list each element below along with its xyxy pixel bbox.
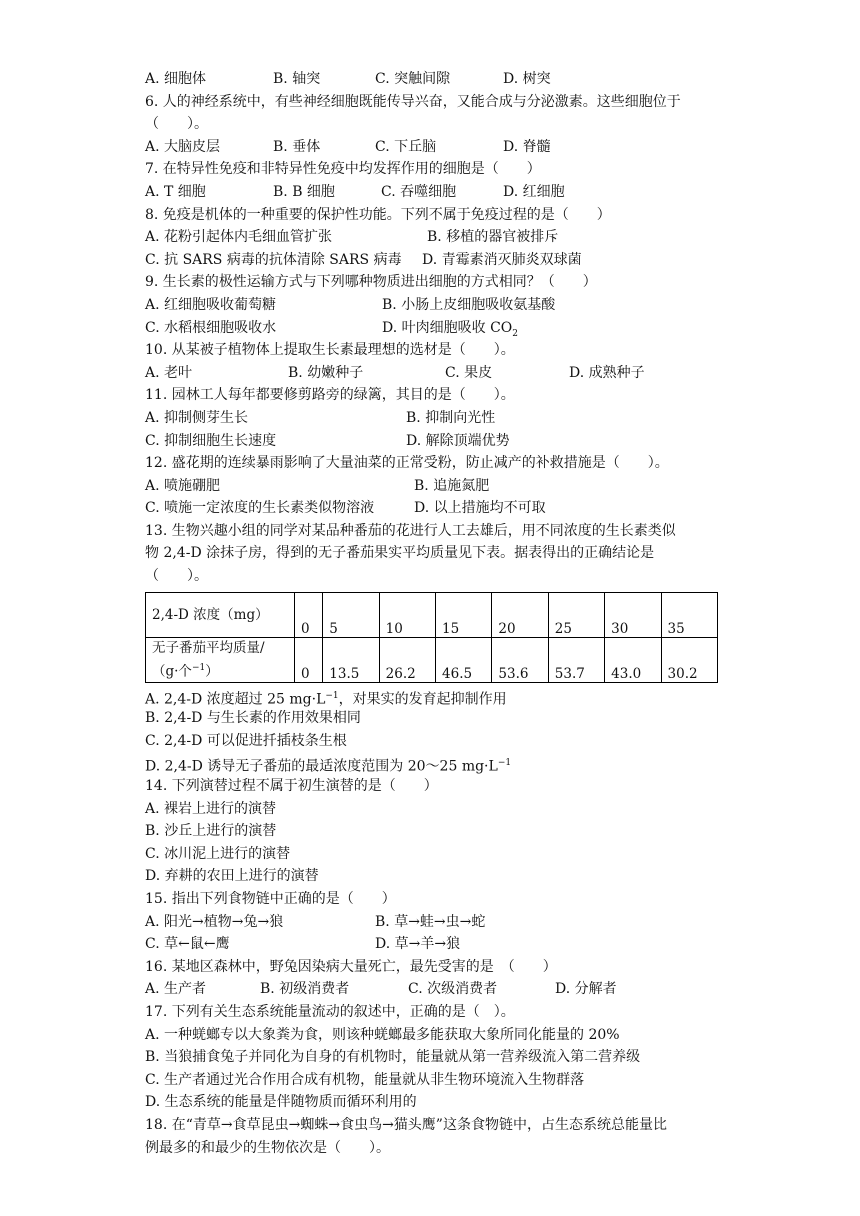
q17-option-c[interactable]: C. 生产者通过光合作用合成有机物，能量就从非生物环境流入生物群落 bbox=[145, 1071, 585, 1088]
q13-option-a-post: ，对果实的发育起抑制作用 bbox=[338, 691, 507, 708]
q16-option-a[interactable]: A. 生产者 bbox=[145, 981, 207, 998]
q10-option-d[interactable]: D. 成熟种子 bbox=[569, 364, 645, 381]
q12-stem: 12. 盛花期的连续暴雨影响了大量油菜的正常受粉，防止减产的补救措施是（ ）。 bbox=[145, 455, 669, 472]
table-row bbox=[146, 592, 718, 637]
q9-option-c[interactable]: C. 水稻根细胞吸收水 bbox=[145, 319, 277, 336]
q12-option-b[interactable]: B. 追施氮肥 bbox=[414, 477, 490, 494]
q17-option-d[interactable]: D. 生态系统的能量是伴随物质而循环利用的 bbox=[145, 1094, 417, 1111]
q14-stem: 14. 下列演替过程不属于初生演替的是（ ） bbox=[145, 778, 438, 795]
q10-options bbox=[145, 362, 720, 385]
q8-options-row1 bbox=[145, 226, 720, 249]
table-cell: 10 bbox=[379, 592, 435, 637]
q16-options bbox=[145, 978, 720, 1001]
table-header-mass-sup: −1 bbox=[191, 662, 206, 673]
q7-options bbox=[145, 181, 720, 204]
q17-option-b[interactable]: B. 当狼捕食兔子并同化为自身的有机物时，能量就从第一营养级流入第二营养级 bbox=[145, 1049, 641, 1066]
exam-page bbox=[145, 68, 720, 1159]
q6-option-d[interactable]: D. 脊髓 bbox=[503, 138, 551, 155]
table-cell: 46.5 bbox=[436, 637, 492, 682]
q5-option-b[interactable]: B. 轴突 bbox=[273, 71, 321, 87]
table-row bbox=[146, 637, 718, 682]
table-header-mass bbox=[146, 637, 295, 682]
table-cell: 43.0 bbox=[605, 637, 661, 682]
q11-option-d[interactable]: D. 解除顶端优势 bbox=[406, 432, 510, 449]
q8-option-d[interactable]: D. 青霉素消灭肺炎双球菌 bbox=[422, 251, 582, 268]
q11-stem: 11. 园林工人每年都要修剪路旁的绿篱，其目的是（ ）。 bbox=[145, 387, 515, 404]
q8-option-b[interactable]: B. 移植的器官被排斥 bbox=[427, 229, 559, 246]
q13-stem-cont: 物 2,4-D 涂抹子房，得到的无子番茄果实平均质量见下表。据表得出的正确结论是 bbox=[145, 545, 655, 562]
table-cell: 53.7 bbox=[548, 637, 604, 682]
table-cell: 30.2 bbox=[661, 637, 717, 682]
q5-options bbox=[145, 68, 720, 91]
q11-option-b[interactable]: B. 抑制向光性 bbox=[406, 409, 496, 426]
q11-options-row1 bbox=[145, 407, 720, 430]
q8-stem: 8. 免疫是机体的一种重要的保护性功能。下列不属于免疫过程的是（ ） bbox=[145, 206, 611, 223]
table-header-mass-unit: （g·个 bbox=[152, 663, 192, 680]
table-cell: 26.2 bbox=[379, 637, 435, 682]
q15-option-c[interactable]: C. 草←鼠←鹰 bbox=[145, 936, 230, 953]
q6-stem: 6. 人的神经系统中，有些神经细胞既能传导兴奋，又能合成与分泌激素。这些细胞位于 bbox=[145, 93, 681, 110]
table-cell: 0 bbox=[295, 592, 323, 637]
q12-options-row1 bbox=[145, 475, 720, 498]
q5-option-d[interactable]: D. 树突 bbox=[503, 71, 551, 87]
q10-stem: 10. 从某被子植物体上提取生长素最理想的选材是（ ）。 bbox=[145, 342, 515, 359]
q17-stem: 17. 下列有关生态系统能量流动的叙述中，正确的是（ ）。 bbox=[145, 1003, 515, 1020]
table-cell: 53.6 bbox=[492, 637, 548, 682]
q6-option-c[interactable]: C. 下丘脑 bbox=[375, 138, 437, 155]
q18-stem-cont: 例最多的和最少的生物依次是（ ）。 bbox=[145, 1139, 390, 1156]
table-cell: 20 bbox=[492, 592, 548, 637]
co2-subscript: 2 bbox=[512, 328, 518, 339]
table-header-mass-line2 bbox=[152, 658, 288, 682]
q16-option-c[interactable]: C. 次级消费者 bbox=[408, 981, 498, 998]
table-cell: 5 bbox=[323, 592, 379, 637]
q7-option-a[interactable]: A. T 细胞 bbox=[145, 183, 206, 200]
q12-options-row2 bbox=[145, 497, 720, 520]
q13-data-table bbox=[145, 592, 718, 683]
q13-option-a[interactable] bbox=[145, 685, 720, 708]
table-cell: 0 bbox=[295, 637, 323, 682]
q18-stem: 18. 在“青草→食草昆虫→蜘蛛→食虫鸟→猫头鹰”这条食物链中，占生态系统总能量比 bbox=[145, 1116, 667, 1133]
q10-option-b[interactable]: B. 幼嫩种子 bbox=[288, 364, 364, 381]
q15-stem: 15. 指出下列食物链中正确的是（ ） bbox=[145, 891, 396, 907]
q9-options-row2 bbox=[145, 317, 720, 340]
q11-option-c[interactable]: C. 抑制细胞生长速度 bbox=[145, 432, 277, 449]
table-header-concentration: 2,4-D 浓度（mg） bbox=[146, 592, 295, 637]
q5-option-c[interactable]: C. 突触间隙 bbox=[375, 71, 451, 87]
q13-option-c[interactable]: C. 2,4-D 可以促进扦插枝条生根 bbox=[145, 732, 347, 749]
q13-stem-cont2: （ ）。 bbox=[145, 568, 208, 585]
q7-option-b[interactable]: B. B 细胞 bbox=[273, 183, 335, 200]
table-cell: 30 bbox=[605, 592, 661, 637]
q15-option-d[interactable]: D. 草→羊→狼 bbox=[375, 936, 461, 953]
q9-options-row1 bbox=[145, 294, 720, 317]
q12-option-c[interactable]: C. 喷施一定浓度的生长素类似物溶液 bbox=[145, 500, 375, 517]
q12-option-d[interactable]: D. 以上措施均不可取 bbox=[414, 500, 546, 517]
q13-option-a-pre: A. 2,4-D 浓度超过 25 mg·L bbox=[145, 691, 326, 708]
q16-option-b[interactable]: B. 初级消费者 bbox=[260, 981, 350, 998]
q11-option-a[interactable]: A. 抑制侧芽生长 bbox=[145, 409, 249, 426]
q14-option-d[interactable]: D. 弃耕的农田上进行的演替 bbox=[145, 868, 319, 885]
q6-stem-cont: （ ）。 bbox=[145, 116, 208, 133]
q15-option-a[interactable]: A. 阳光→植物→兔→狼 bbox=[145, 913, 284, 930]
q9-option-b[interactable]: B. 小肠上皮细胞吸收氨基酸 bbox=[382, 296, 556, 313]
q11-options-row2 bbox=[145, 430, 720, 453]
q15-options-row2 bbox=[145, 933, 720, 956]
q5-option-a[interactable]: A. 细胞体 bbox=[145, 71, 207, 87]
q7-stem: 7. 在特异性免疫和非特异性免疫中均发挥作用的细胞是（ ） bbox=[145, 161, 541, 178]
q9-stem: 9. 生长素的极性运输方式与下列哪种物质进出细胞的方式相同？（ ） bbox=[145, 274, 597, 291]
q10-option-c[interactable]: C. 果皮 bbox=[445, 364, 493, 381]
q8-option-a[interactable]: A. 花粉引起体内毛细血管扩张 bbox=[145, 229, 333, 246]
q14-option-b[interactable]: B. 沙丘上进行的演替 bbox=[145, 823, 277, 840]
table-cell: 15 bbox=[436, 592, 492, 637]
q6-option-a[interactable]: A. 大脑皮层 bbox=[145, 138, 221, 155]
q13-option-d-pre: D. 2,4-D 诱导无子番茄的最适浓度范围为 20～25 mg·L bbox=[145, 759, 498, 776]
q13-option-d[interactable] bbox=[145, 752, 720, 775]
q13-option-a-sup: −1 bbox=[325, 690, 339, 701]
q8-option-c[interactable]: C. 抗 SARS 病毒的抗体清除 SARS 病毒 bbox=[145, 251, 402, 268]
table-header-mass-close: ） bbox=[205, 663, 219, 680]
q7-option-d[interactable]: D. 红细胞 bbox=[503, 183, 565, 200]
q6-options bbox=[145, 136, 720, 159]
q16-stem: 16. 某地区森林中，野兔因染病大量死亡，最先受害的是 （ ） bbox=[145, 958, 557, 975]
q9-option-d-text: D. 叶肉细胞吸收 CO bbox=[382, 319, 513, 336]
q8-options-row2 bbox=[145, 249, 720, 272]
q6-option-b[interactable]: B. 垂体 bbox=[273, 138, 321, 155]
q12-option-a[interactable]: A. 喷施硼肥 bbox=[145, 477, 221, 494]
table-cell: 13.5 bbox=[323, 637, 379, 682]
q14-option-c[interactable]: C. 冰川泥上进行的演替 bbox=[145, 845, 291, 862]
q15-options-row1 bbox=[145, 911, 720, 934]
q10-option-a[interactable]: A. 老叶 bbox=[145, 364, 193, 381]
table-cell: 35 bbox=[661, 592, 717, 637]
q17-option-a[interactable]: A. 一种蜣螂专以大象粪为食，则该种蜣螂最多能获取大象所同化能量的 20% bbox=[145, 1026, 620, 1043]
q13-option-d-sup: −1 bbox=[497, 758, 512, 769]
q13-stem: 13. 生物兴趣小组的同学对某品种番茄的花进行人工去雄后，用不同浓度的生长素类似 bbox=[145, 522, 676, 539]
q15-option-b[interactable]: B. 草→蛙→虫→蛇 bbox=[375, 913, 486, 930]
q14-option-a[interactable]: A. 裸岩上进行的演替 bbox=[145, 800, 277, 817]
q9-option-a[interactable]: A. 红细胞吸收葡萄糖 bbox=[145, 296, 277, 313]
table-header-mass-line1: 无子番茄平均质量/ bbox=[152, 639, 265, 656]
q7-option-c[interactable]: C. 吞噬细胞 bbox=[381, 183, 457, 200]
table-cell: 25 bbox=[548, 592, 604, 637]
q13-option-b[interactable]: B. 2,4-D 与生长素的作用效果相同 bbox=[145, 710, 361, 727]
q16-option-d[interactable]: D. 分解者 bbox=[555, 981, 617, 998]
